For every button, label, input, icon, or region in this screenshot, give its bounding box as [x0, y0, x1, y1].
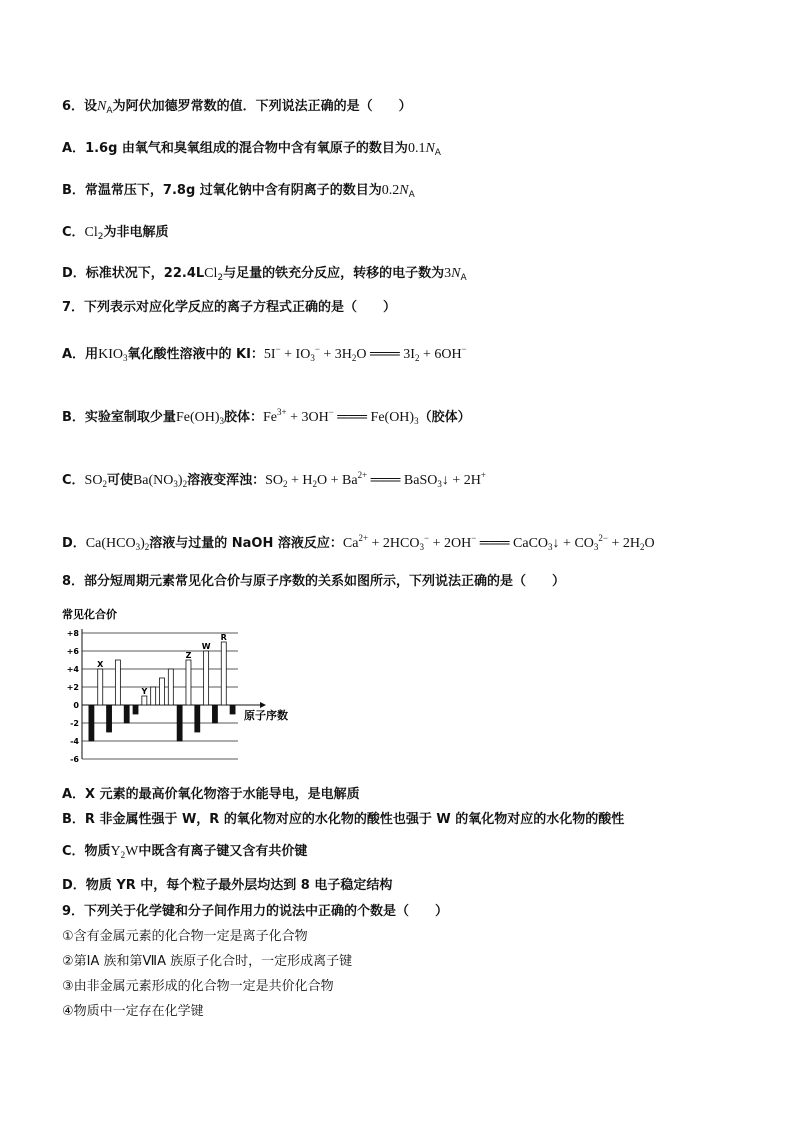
- formula: $Y_2W$: [110, 844, 139, 860]
- valence-chart: [60, 606, 300, 766]
- option-label: D．: [62, 266, 86, 281]
- na-symbol: N: [399, 183, 409, 198]
- option-text: （胶体）: [418, 410, 471, 425]
- option-label: D．: [62, 536, 86, 551]
- option-text: A．X 元素的最高价氧化物溶于水能导电，是电解质: [62, 787, 360, 802]
- option-text: 1.6g 由氧气和臭氧组成的混合物中含有氧原子的数目为: [85, 141, 408, 156]
- option-label: A．: [62, 141, 86, 156]
- option-text: 为非电解质: [103, 225, 169, 240]
- q6-option-c: [62, 224, 169, 246]
- statement: ②第ⅠA 族和第ⅦA 族原子化合时，一定形成离子键: [62, 954, 353, 969]
- chart-bar: [124, 705, 129, 723]
- option-value: 0.2: [381, 183, 400, 198]
- chart-bar: [212, 705, 217, 723]
- q8-stem: [62, 573, 565, 591]
- y-tick-label: -4: [70, 737, 79, 746]
- point-label-w: W: [201, 642, 211, 651]
- q9-item-4: [62, 1003, 204, 1021]
- q9-item-1: [62, 928, 308, 946]
- statement: ③由非金属元素形成的化合物一定是共价化合物: [62, 979, 334, 994]
- q7-option-c: [62, 466, 486, 493]
- option-value: 0.1: [407, 141, 426, 156]
- q7-stem-text: 7．下列表示对应化学反应的离子方程式正确的是（ ）: [62, 300, 397, 315]
- chart-bar: [160, 678, 165, 705]
- option-text: 与足量的铁充分反应，转移的电子数为: [223, 266, 445, 281]
- q7-stem: [62, 299, 396, 317]
- chart-bar: [168, 669, 173, 705]
- option-label: C．物质: [62, 844, 111, 859]
- q9-stem: [62, 903, 448, 921]
- q8-option-b: [62, 811, 624, 829]
- q7-option-a: [62, 340, 467, 367]
- chart-bar: [186, 660, 191, 705]
- option-text: 可使: [106, 473, 133, 488]
- na-sub: A: [106, 106, 113, 116]
- formula: Cl: [84, 225, 98, 240]
- option-text: 溶液与过量的 NaOH 溶液反应：: [149, 536, 343, 551]
- q8-option-a: [62, 786, 360, 804]
- q9-item-3: [62, 978, 334, 996]
- chart-y-ticks: [67, 629, 80, 764]
- y-tick-label: 0: [73, 701, 79, 710]
- y-tick-label: +4: [66, 665, 79, 674]
- q9-stem-text: 9．下列关于化学键和分子间作用力的说法中正确的个数是（ ）: [62, 904, 449, 919]
- formula: $Ca(HCO_3)_2$: [85, 536, 150, 552]
- na-symbol: N: [97, 99, 107, 114]
- y-tick-label: +6: [66, 647, 79, 656]
- chart-bar: [151, 687, 156, 705]
- chart-x-label: 原子序数: [244, 709, 288, 722]
- option-text: 常温常压下，7.8g 过氧化钠中含有阴离子的数目为: [84, 183, 382, 198]
- chart-bar: [177, 705, 182, 741]
- point-label-x: X: [97, 660, 104, 669]
- chart-bar: [230, 705, 235, 714]
- y-tick-label: -2: [70, 719, 79, 728]
- option-value: 3: [444, 266, 452, 281]
- q9-item-2: [62, 953, 352, 971]
- chart-bar: [115, 660, 120, 705]
- chart-bar: [98, 669, 103, 705]
- option-label: B．: [62, 410, 85, 425]
- equation: $Ca^{2+} + 2HCO_3^- + 2OH^-$ ═══ CaCO$_3$↓ + $CO_3^{2-} + 2H_2O$: [342, 533, 655, 552]
- formula: Cl: [204, 266, 218, 281]
- formula: $Ba(NO_3)_2$: [132, 473, 188, 489]
- option-text: 用: [85, 347, 99, 362]
- y-tick-label: +8: [66, 629, 79, 638]
- chart-bar: [195, 705, 200, 732]
- na-sub: A: [434, 148, 441, 158]
- option-text: 标准状况下，22.4L: [85, 266, 205, 281]
- option-text: D．物质 YR 中，每个粒子最外层均达到 8 电子稳定结构: [62, 878, 393, 893]
- option-text: B．R 非金属性强于 W，R 的氧化物对应的水化物的酸性也强于 W 的氧化物对应的水化物的酸性: [62, 812, 625, 827]
- equation: $SO_2 + H_2O + Ba^{2+}$ ═══ BaSO$_3$↓ + 2H+: [265, 470, 486, 489]
- point-label-y: Y: [141, 687, 148, 696]
- formula-sub: 2: [217, 273, 224, 283]
- point-label-z: Z: [185, 651, 192, 660]
- chart-bar: [133, 705, 138, 714]
- formula: $SO_2$: [84, 473, 107, 489]
- option-text: 胶体：: [223, 410, 263, 425]
- formula-sub: 2: [97, 232, 104, 242]
- x-axis-arrow: [260, 702, 266, 708]
- q6-stem-text: 为阿伏加德罗常数的值．下列说法正确的是（ ）: [112, 99, 412, 114]
- option-label: C．: [62, 473, 85, 488]
- chart-bar: [142, 696, 147, 705]
- q7-option-b: [62, 403, 471, 430]
- option-text: 氧化酸性溶液中的 KI：: [127, 347, 264, 362]
- chart-bar: [107, 705, 112, 732]
- option-label: C．: [62, 225, 85, 240]
- equation: $Fe^{3+} + 3OH^-$ ═══ $Fe(OH)_3$: [263, 407, 419, 426]
- q6-option-d: [62, 265, 467, 287]
- q8-option-c: [62, 843, 307, 864]
- option-text: 实验室制取少量: [84, 410, 176, 425]
- chart-bar: [89, 705, 94, 741]
- q8-option-d: [62, 877, 392, 895]
- y-tick-label: -6: [70, 755, 79, 764]
- chart-bar: [204, 651, 209, 705]
- chart-title: 常见化合价: [62, 608, 117, 621]
- chart-bars: [89, 642, 235, 741]
- equation: $5I^- + IO_3^- + 3H_2O$ ═══ $3I_2 + 6OH^-$: [263, 344, 467, 363]
- option-label: A．: [62, 347, 86, 362]
- formula: $KIO_3$: [98, 347, 128, 363]
- q7-option-d: [62, 529, 655, 556]
- statement: ④物质中一定存在化学键: [62, 1004, 204, 1019]
- q6-option-a: [62, 140, 441, 162]
- chart-bar: [221, 642, 226, 705]
- statement: ①含有金属元素的化合物一定是离子化合物: [62, 929, 308, 944]
- option-label: B．: [62, 183, 85, 198]
- na-symbol: N: [451, 266, 461, 281]
- y-tick-label: +2: [66, 683, 79, 692]
- na-sub: A: [460, 273, 467, 283]
- option-text: 溶液变浑浊：: [187, 473, 266, 488]
- q6-stem: [62, 98, 412, 120]
- chart-grid: [82, 629, 266, 759]
- q6-number: 6．设: [62, 99, 98, 114]
- formula: $Fe(OH)_3$: [175, 410, 224, 426]
- na-sub: A: [408, 190, 415, 200]
- q6-option-b: [62, 182, 415, 204]
- q8-stem-text: 8．部分短周期元素常见化合价与原子序数的关系如图所示，下列说法正确的是（ ）: [62, 574, 566, 589]
- option-text: 中既含有离子键又含有共价键: [138, 844, 308, 859]
- na-symbol: N: [425, 141, 435, 156]
- point-label-r: R: [220, 633, 227, 642]
